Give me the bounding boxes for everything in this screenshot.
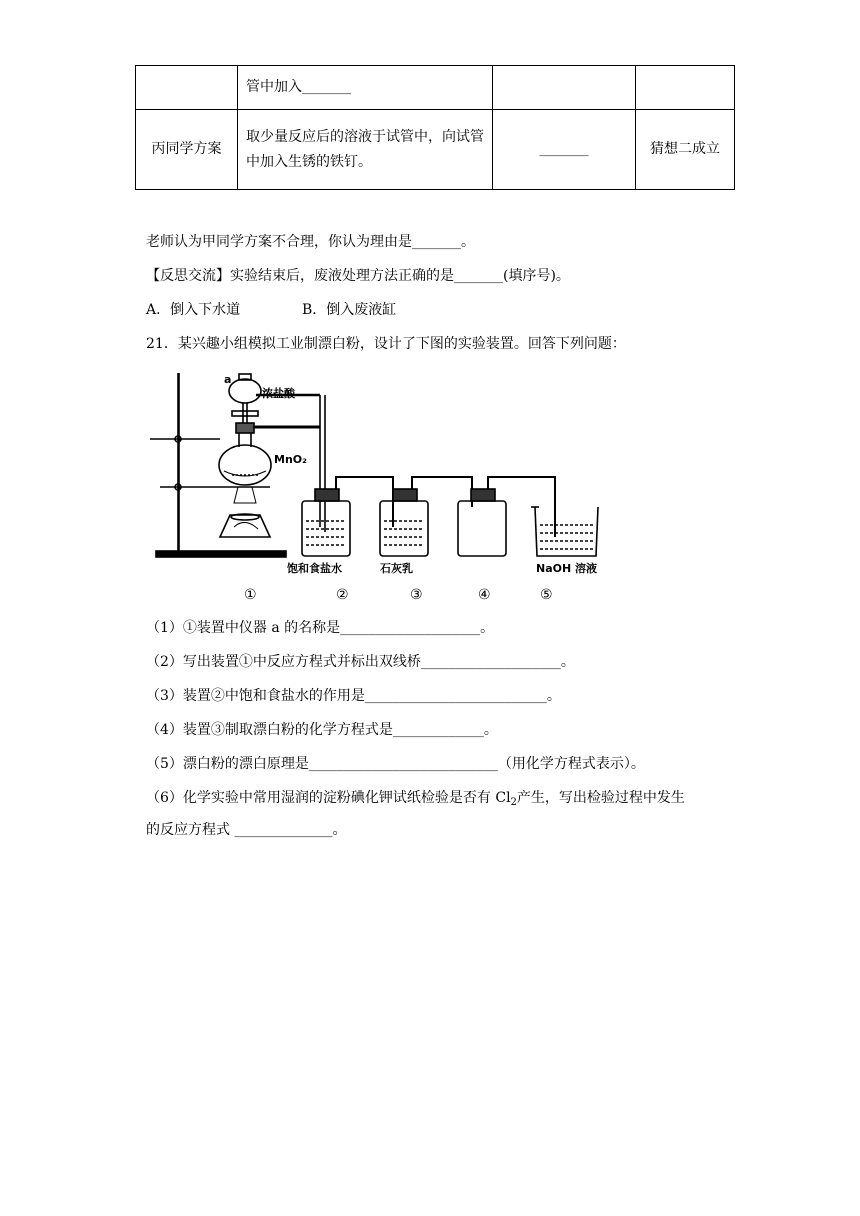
subscript-2: 2 <box>510 797 517 808</box>
reflection-question: 【反思交流】实验结束后，废液处理方法正确的是_______(填序号)。 <box>146 268 570 284</box>
question-21: 21．某兴趣小组模拟工业制漂白粉，设计了下图的实验装置。回答下列问题： <box>146 336 626 352</box>
subquestion-4: （4）装置③制取漂白粉的化学方程式是_____________。 <box>146 722 498 738</box>
subquestion-5: （5）漂白粉的漂白原理是___________________________（用化学方程式表示）。 <box>146 756 645 772</box>
subquestion-3: （3）装置②中饱和食盐水的作用是__________________________。 <box>146 688 561 704</box>
apparatus-figure <box>150 367 620 607</box>
table-cell: 丙同学方案 <box>136 110 238 190</box>
label-brine: 饱和食盐水 <box>287 562 342 575</box>
subquestion-6-text-end: 产生，写出检验过程中发生 <box>516 790 685 806</box>
subquestion-1: （1）①装置中仪器 a 的名称是____________________。 <box>146 620 495 636</box>
table-cell <box>493 66 636 110</box>
option-b: B．倒入废液缸 <box>302 302 397 318</box>
table-cell: _______ <box>493 110 636 190</box>
table-row <box>136 66 735 110</box>
apparatus-diagram <box>150 367 620 607</box>
subquestion-6 <box>146 788 685 813</box>
number-1: ① <box>244 587 257 603</box>
experiment-table <box>135 65 735 190</box>
table-cell <box>136 66 238 110</box>
number-5: ⑤ <box>540 587 553 603</box>
label-naoh: NaOH 溶液 <box>536 562 598 575</box>
table-row <box>136 110 735 190</box>
table-cell <box>636 66 735 110</box>
table-cell: 管中加入_______ <box>238 66 493 110</box>
table-cell: 猜想二成立 <box>636 110 735 190</box>
label-a: a <box>224 373 232 386</box>
label-lime: 石灰乳 <box>380 562 413 575</box>
table-cell: 取少量反应后的溶液于试管中，向试管中加入生锈的铁钉。 <box>238 110 493 190</box>
label-mno2: MnO₂ <box>274 453 307 466</box>
subquestion-2: （2）写出装置①中反应方程式并标出双线桥____________________。 <box>146 654 575 670</box>
teacher-question: 老师认为甲同学方案不合理，你认为理由是_______。 <box>146 234 475 250</box>
label-acid: 浓盐酸 <box>262 387 295 400</box>
number-4: ④ <box>478 587 491 603</box>
option-a: A．倒入下水道 <box>146 302 241 318</box>
subquestion-6-line2: 的反应方程式 ______________。 <box>146 822 347 838</box>
number-3: ③ <box>410 587 423 603</box>
subquestion-6-text: （6）化学实验中常用湿润的淀粉碘化钾试纸检验是否有 Cl <box>146 790 511 806</box>
number-2: ② <box>336 587 349 603</box>
